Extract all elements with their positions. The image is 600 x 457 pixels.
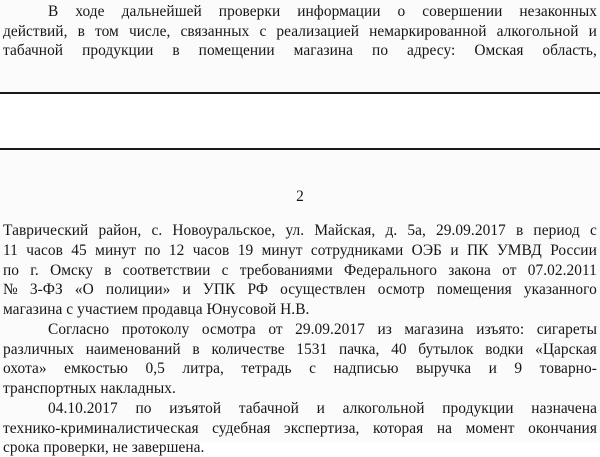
- word: тетрадь: [241, 360, 292, 377]
- text-line: [0, 420, 600, 438]
- word: от: [502, 262, 517, 279]
- word: Омская: [474, 42, 524, 59]
- text-line: [0, 400, 600, 418]
- word: технико-криминалистическая: [3, 420, 199, 437]
- word: минут: [261, 242, 303, 259]
- word: 12: [168, 242, 185, 259]
- word: в: [104, 262, 112, 279]
- word: адресу:: [407, 42, 456, 59]
- word: по: [144, 242, 161, 259]
- word: указанного: [523, 281, 597, 298]
- word: требованиями: [239, 262, 333, 279]
- word: Омску: [50, 262, 93, 279]
- word: магазина: [293, 42, 354, 59]
- word: табачной: [238, 400, 299, 417]
- word: из: [377, 321, 392, 338]
- word: 5а,: [407, 222, 426, 239]
- word: охота»: [3, 360, 47, 377]
- word: России: [550, 242, 597, 259]
- word: по: [372, 42, 389, 59]
- word: помещении: [198, 42, 275, 59]
- word: с: [589, 222, 597, 239]
- word: по: [3, 262, 20, 279]
- word: изъятой: [169, 400, 222, 417]
- text-line: [0, 281, 600, 299]
- word: часов: [26, 242, 63, 259]
- word: о: [397, 3, 406, 20]
- word: продукции: [82, 42, 154, 59]
- word: осмотра: [201, 321, 256, 338]
- word: Федерального: [344, 262, 437, 279]
- word: товарно-: [539, 360, 597, 377]
- word: ПК: [466, 242, 489, 259]
- word: и: [316, 400, 325, 417]
- word: в: [77, 23, 85, 40]
- word: д.: [385, 222, 398, 239]
- word: с: [259, 23, 267, 40]
- word: «О: [74, 281, 94, 298]
- text-line: [0, 262, 600, 280]
- word: информации: [297, 3, 381, 20]
- word: и: [450, 242, 459, 259]
- word: магазина: [404, 321, 464, 338]
- word: в: [192, 341, 200, 358]
- word: окончания: [528, 420, 597, 437]
- word: выручка: [416, 360, 472, 377]
- word: количестве: [211, 341, 285, 358]
- word: с.: [151, 222, 163, 239]
- word: бутылок: [418, 341, 474, 358]
- word: различных: [3, 341, 74, 358]
- word: продукции: [442, 400, 514, 417]
- word: 1531: [296, 341, 328, 358]
- word: 29.09.2017: [436, 222, 506, 239]
- word: 04.10.2017: [48, 400, 118, 417]
- word: 40: [391, 341, 407, 358]
- word: 29.09.2017: [295, 321, 365, 338]
- word: и: [182, 281, 191, 298]
- document-page-1-fragment: [0, 0, 600, 94]
- word: алкогольной: [342, 400, 425, 417]
- word: в: [515, 222, 524, 239]
- word: УПК: [202, 281, 236, 298]
- text-line: [0, 321, 600, 339]
- word: дальнейшей: [121, 3, 202, 20]
- text-line: [0, 341, 600, 359]
- word: ул.: [285, 222, 305, 239]
- word: от: [268, 321, 283, 338]
- word: Согласно: [48, 321, 110, 338]
- text-line: [0, 222, 600, 240]
- word: алкогольной: [496, 23, 579, 40]
- word: 0,5: [145, 360, 165, 377]
- word: ОЭБ: [411, 242, 442, 259]
- word: часов: [192, 242, 230, 259]
- text-line: срока проверки, не завершена.: [3, 439, 205, 456]
- word: В: [48, 3, 59, 20]
- word: 19: [237, 242, 254, 259]
- word: судебная: [212, 420, 271, 437]
- word: момент: [465, 420, 515, 437]
- word: и: [488, 360, 497, 377]
- text-line: [0, 23, 600, 41]
- word: область,: [542, 42, 597, 59]
- text-line: магазина с участием продавца Юнусовой Н.В.: [3, 301, 310, 318]
- word: с: [221, 262, 229, 279]
- word: и: [588, 23, 597, 40]
- word: Новоуральское,: [172, 222, 276, 239]
- word: 9: [514, 360, 523, 377]
- word: осмотр: [377, 281, 425, 298]
- word: том: [95, 23, 119, 40]
- word: совершении: [422, 3, 503, 20]
- word: наименований: [85, 341, 181, 358]
- text-line: транспортных накладных.: [3, 380, 176, 397]
- word: действий,: [3, 23, 68, 40]
- document-page-2-fragment: [0, 148, 600, 456]
- word: емкостью: [64, 360, 128, 377]
- word: протоколу: [121, 321, 190, 338]
- word: по: [135, 400, 152, 417]
- word: ходе: [75, 3, 105, 20]
- word: УМВД: [496, 242, 542, 259]
- text-line: [0, 42, 600, 60]
- word: Майская,: [314, 222, 376, 239]
- word: минут: [95, 242, 137, 259]
- word: осуществлен: [280, 281, 366, 298]
- text-line: [0, 242, 600, 260]
- word: полиции»: [105, 281, 171, 298]
- word: надписью: [333, 360, 399, 377]
- word: г.: [30, 262, 39, 279]
- word: в: [172, 42, 180, 59]
- text-line: [0, 360, 600, 378]
- word: 3-ФЗ: [29, 281, 63, 298]
- word: пачка,: [338, 341, 380, 358]
- word: помещения: [436, 281, 512, 298]
- word: незаконных: [519, 3, 597, 20]
- word: с: [309, 360, 316, 377]
- word: период: [533, 222, 580, 239]
- text-line: [0, 3, 600, 21]
- word: 45: [71, 242, 87, 259]
- word: изъято:: [476, 321, 525, 338]
- word: закона: [448, 262, 491, 279]
- word: на: [436, 420, 453, 437]
- word: проверки: [218, 3, 281, 20]
- word: №: [3, 281, 18, 298]
- word: водки: [485, 341, 524, 358]
- word: экспертиза,: [284, 420, 360, 437]
- word: которая: [372, 420, 424, 437]
- word: сигареты: [536, 321, 597, 338]
- word: реализацией: [276, 23, 360, 40]
- word: 11: [3, 242, 18, 259]
- word: немаркированной: [369, 23, 487, 40]
- word: «Царская: [535, 341, 597, 358]
- word: соответствии: [122, 262, 211, 279]
- word: литра,: [182, 360, 224, 377]
- word: табачной: [3, 42, 64, 59]
- word: Таврический: [3, 222, 89, 239]
- word: сотрудниками: [310, 242, 404, 259]
- word: назначена: [531, 400, 597, 417]
- word: связанных: [180, 23, 250, 40]
- word: РФ: [247, 281, 269, 298]
- page-number: 2: [296, 188, 304, 205]
- word: числе,: [128, 23, 171, 40]
- word: район,: [98, 222, 142, 239]
- word: 07.02.2011: [527, 262, 597, 279]
